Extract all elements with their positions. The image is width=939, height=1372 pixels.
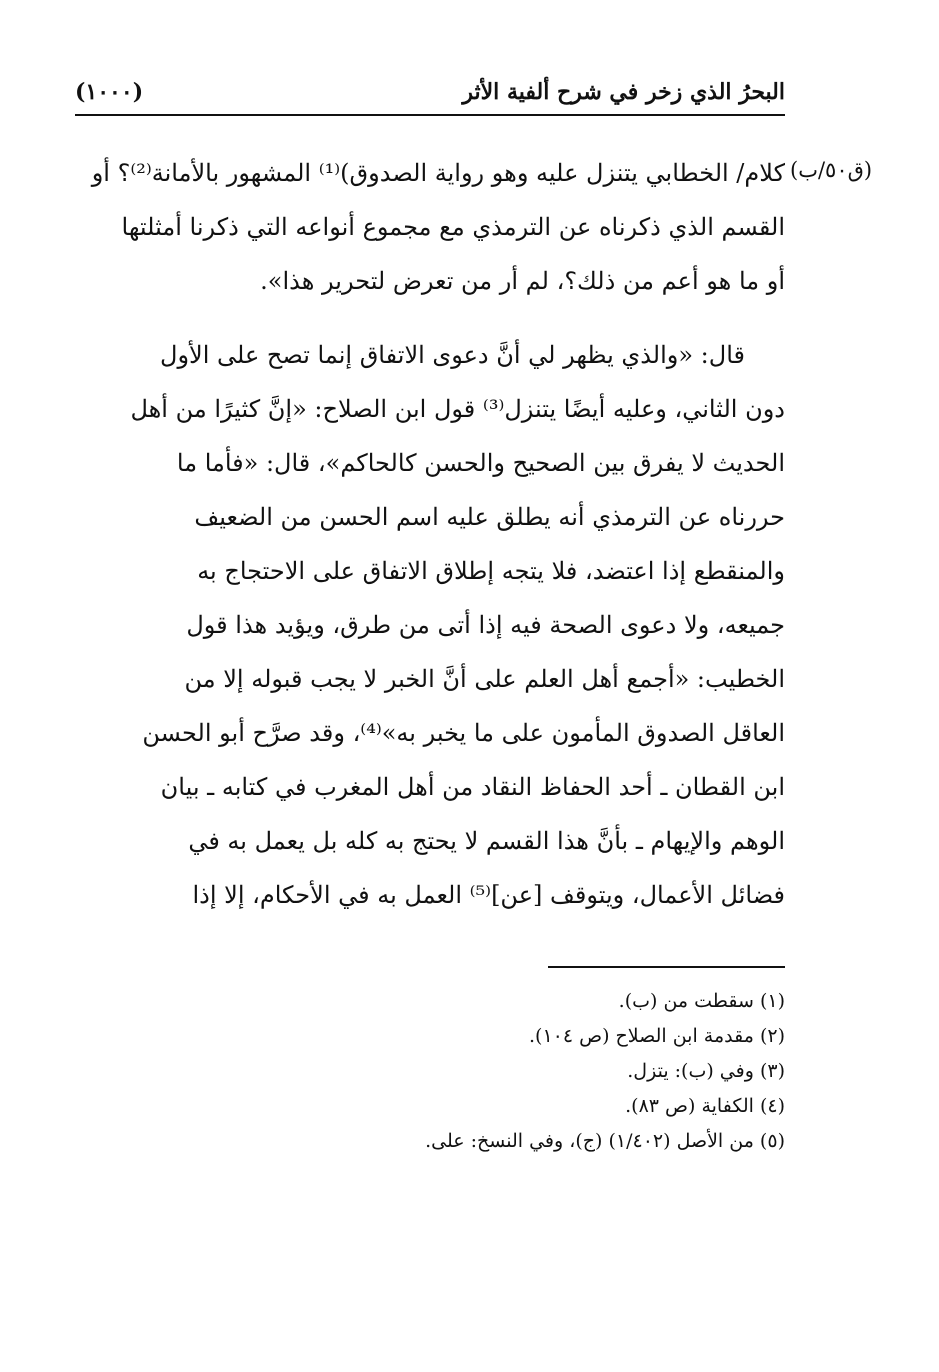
paragraph-2	[75, 332, 785, 926]
text-line: كلام/ الخطابي يتنزل عليه وهو رواية الصدوق)⁽¹⁾ المشهور بالأمانة⁽²⁾؟ أو	[91, 159, 785, 187]
text-line: جميعه، ولا دعوى الصحة فيه إذا أتى من طرق، ويؤيد هذا قول	[186, 611, 785, 639]
text-line: الحديث لا يفرق بين الصحيح والحسن كالحاكم»، قال: «فأما ما	[176, 449, 785, 477]
text-line: القسم الذي ذكرناه عن الترمذي مع مجموع أنواعه التي ذكرنا أمثلتها	[121, 213, 785, 241]
text-line: قال: «والذي يظهر لي أنَّ دعوى الاتفاق إنما تصح على الأول	[160, 341, 745, 369]
header-rule	[75, 114, 785, 116]
footnotes	[75, 990, 785, 1165]
text-line: دون الثاني، وعليه أيضًا يتنزل⁽³⁾ قول ابن الصلاح: «إنَّ كثيرًا من أهل	[130, 395, 785, 423]
text-line: أو ما هو أعم من ذلك؟، لم أر من تعرض لتحرير هذا».	[260, 267, 785, 295]
footnote-3: (٣) وفي (ب): يتزل.	[627, 1060, 785, 1082]
running-title: البحرُ الذي زخر في شرح ألفية الأثر	[462, 79, 785, 105]
text-line: فضائل الأعمال، ويتوقف [عن]⁽⁵⁾ العمل به في الأحكام، إلا إذا	[192, 881, 785, 909]
text-line: حررناه عن الترمذي أنه يطلق عليه اسم الحسن من الضعيف	[194, 503, 785, 531]
footnote-rule	[548, 966, 785, 968]
footnote-1: (١) سقطت من (ب).	[618, 990, 785, 1012]
paragraph-1	[75, 150, 785, 312]
footnote-5: (٥) من الأصل (١/٤٠٢) (ج)، وفي النسخ: على.	[425, 1130, 785, 1152]
margin-manuscript-note: (ق٥٠/ب)	[790, 158, 873, 182]
footnote-4: (٤) الكفاية (ص ٨٣).	[625, 1095, 785, 1117]
text-line: والمنقطع إذا اعتضد، فلا يتجه إطلاق الاتفاق على الاحتجاج به	[197, 557, 785, 585]
body-text	[75, 150, 785, 926]
paragraph-gap	[75, 312, 785, 332]
page-header	[75, 72, 785, 112]
footnote-2: (٢) مقدمة ابن الصلاح (ص ١٠٤).	[528, 1025, 785, 1047]
text-line: الوهم والإيهام ـ بأنَّ هذا القسم لا يحتج به كله بل يعمل به في	[188, 827, 785, 855]
text-line: الخطيب: «أجمع أهل العلم على أنَّ الخبر لا يجب قبوله إلا من	[184, 665, 785, 693]
text-line: ابن القطان ـ أحد الحفاظ النقاد من أهل المغرب في كتابه ـ بيان	[160, 773, 785, 801]
text-line: العاقل الصدوق المأمون على ما يخبر به»⁽⁴⁾، وقد صرَّح أبو الحسن	[142, 719, 785, 747]
page-number: (١٠٠٠)	[75, 79, 144, 105]
